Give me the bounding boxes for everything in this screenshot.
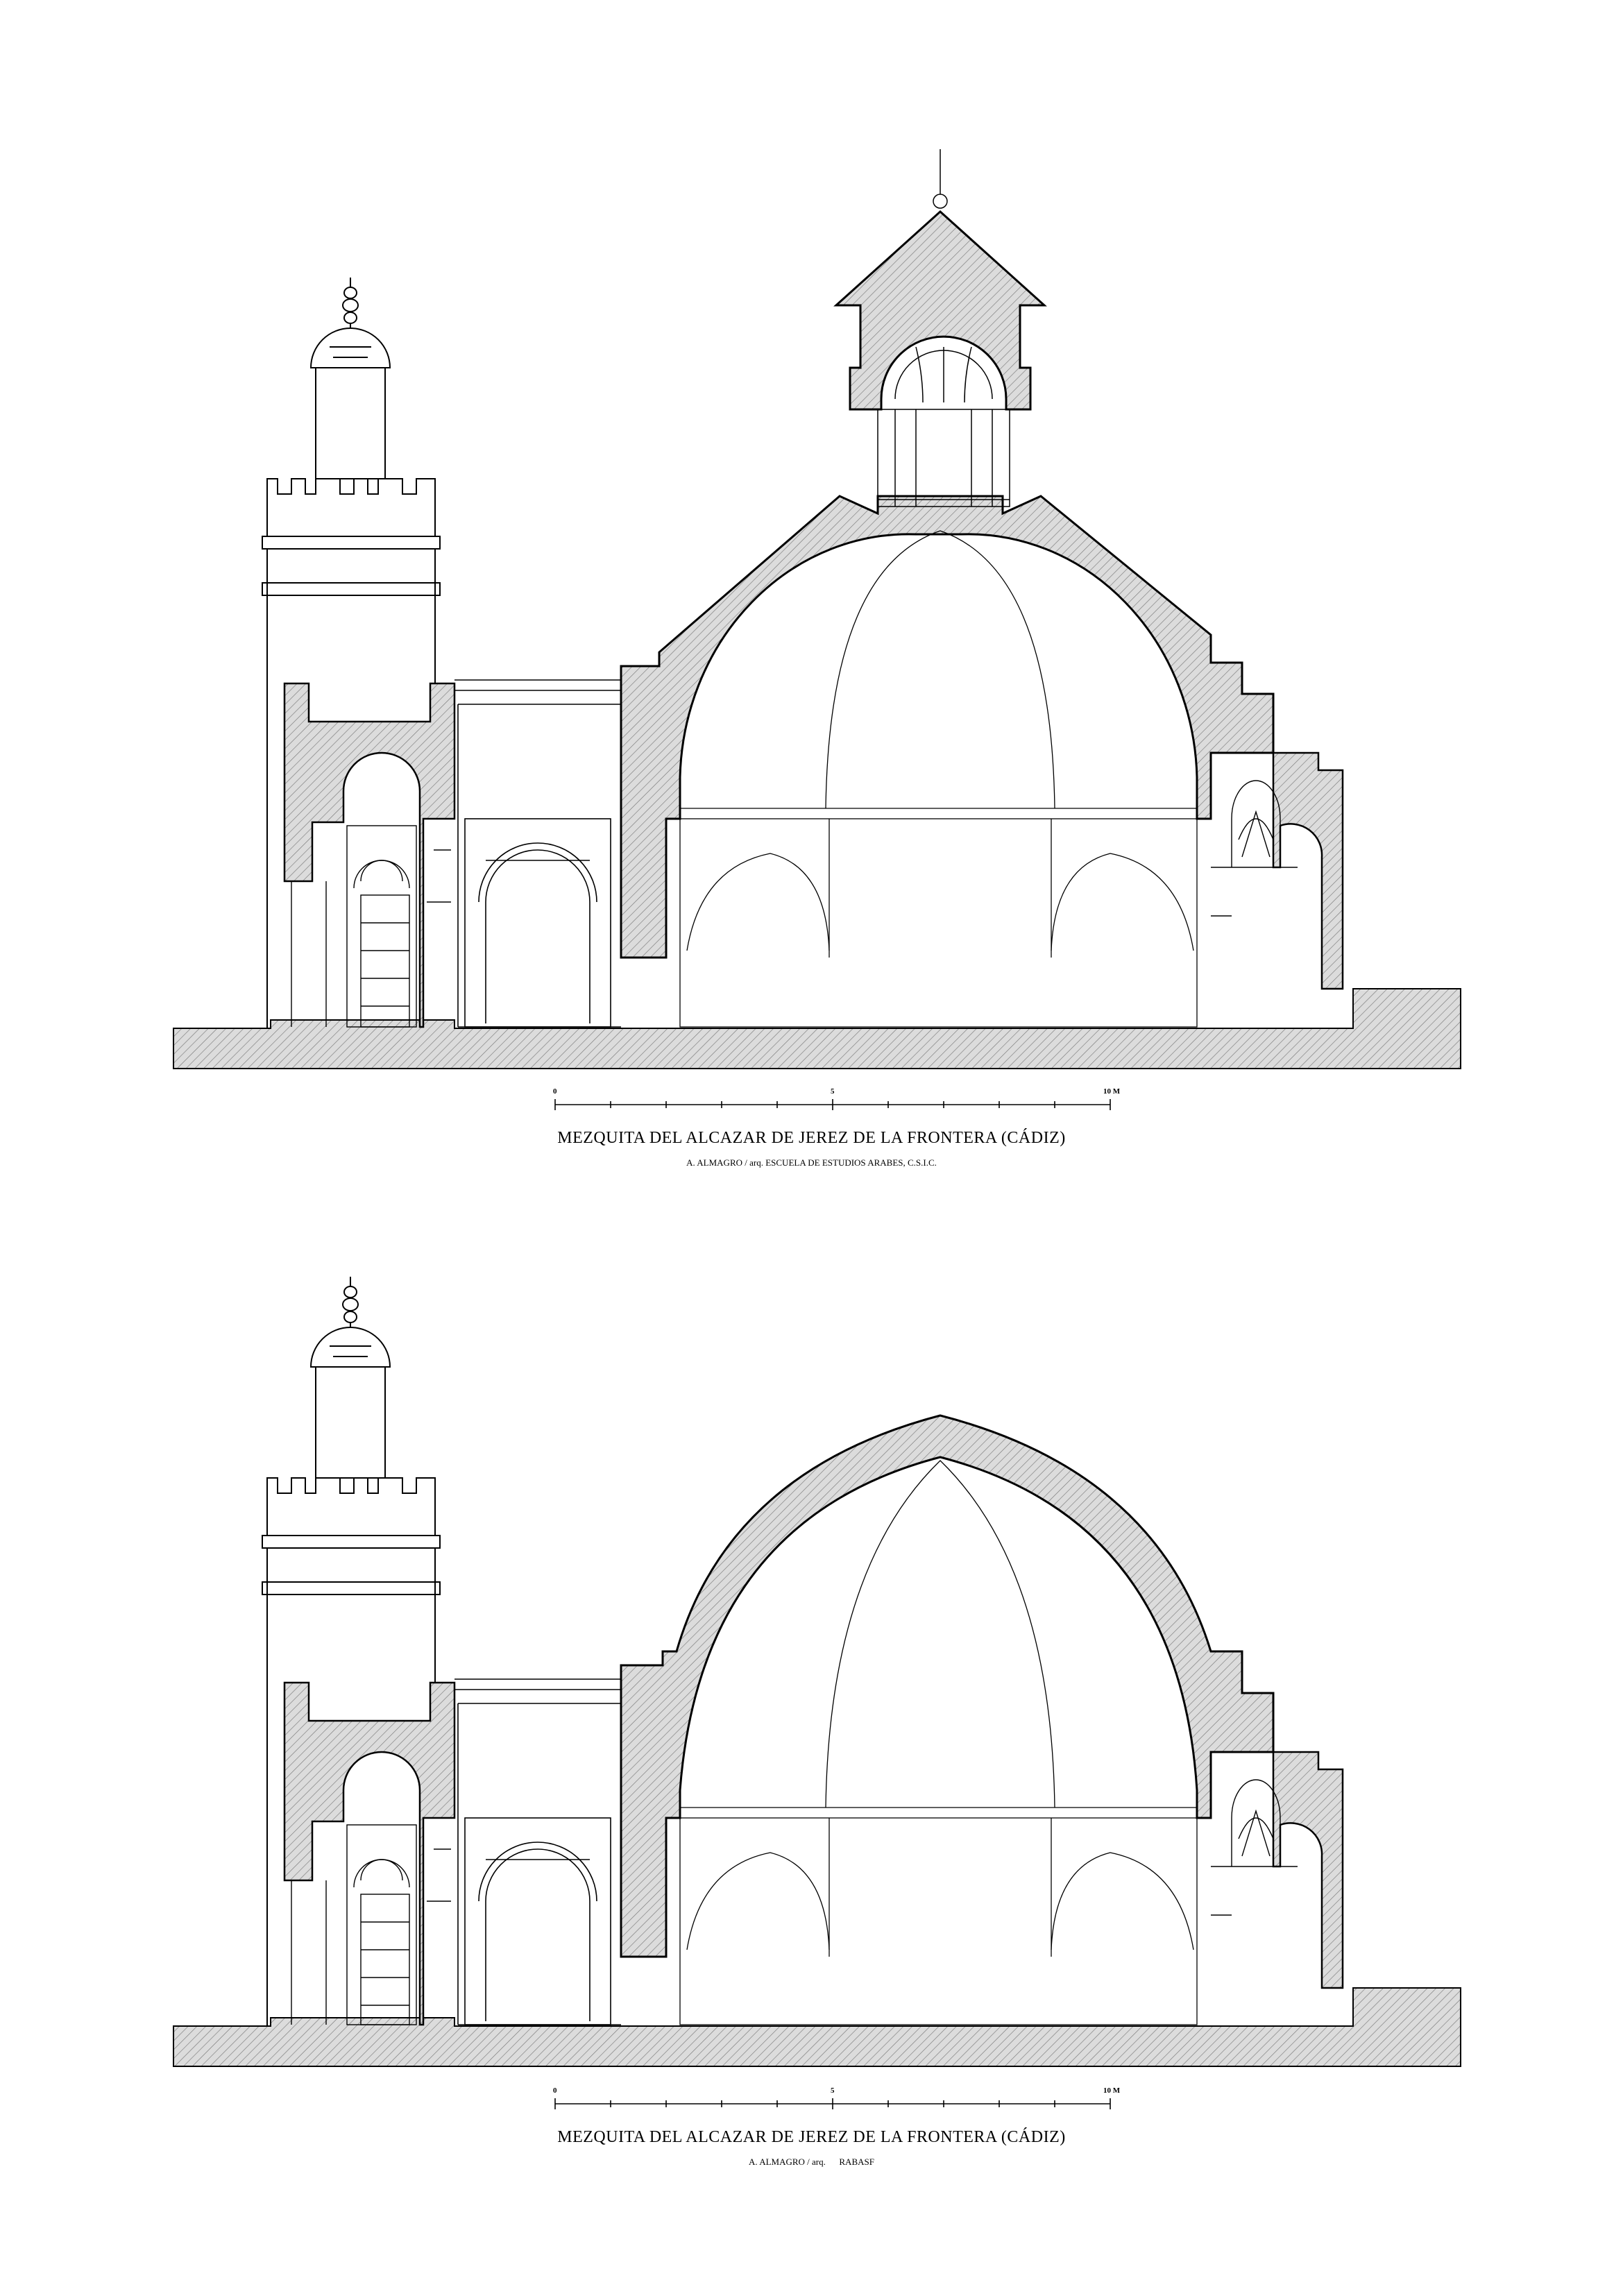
minaret <box>262 1277 440 2026</box>
right-chapel-section <box>1273 1752 1343 1988</box>
minaret <box>262 278 440 1028</box>
minaret-base-details <box>291 1825 451 2025</box>
dome-section <box>621 496 1273 958</box>
ground-section <box>173 989 1461 1069</box>
scale-label-0: 0 <box>553 2086 557 2095</box>
minaret-base-section <box>284 1683 454 2025</box>
scale-bar <box>555 2098 1110 2109</box>
ground-section <box>173 1988 1461 2066</box>
scale-label-10: 10 M <box>1103 1087 1121 1096</box>
passage <box>454 1679 621 2025</box>
lantern <box>836 212 1044 409</box>
scale-label-5: 5 <box>831 1087 835 1096</box>
scale-label-10: 10 M <box>1103 2086 1121 2095</box>
section-drawing-2 <box>0 1207 1623 2296</box>
scale-label-5: 5 <box>831 2086 835 2095</box>
dome-section <box>621 1415 1273 1957</box>
drawing-title: MEZQUITA DEL ALCAZAR DE JEREZ DE LA FRONTERA (CÁDIZ) <box>557 2128 1066 2146</box>
dome-interior <box>680 531 1197 1027</box>
right-chapel-section <box>1273 753 1343 989</box>
scale-bar <box>555 1099 1110 1110</box>
drawing-credit: A. ALMAGRO / arq. RABASF <box>749 2157 874 2167</box>
minaret-base-details <box>291 826 451 1027</box>
passage <box>454 680 621 1027</box>
scale-label-0: 0 <box>553 1087 557 1096</box>
drawing-credit: A. ALMAGRO / arq. ESCUELA DE ESTUDIOS ARABES, C.S.I.C. <box>686 1157 937 1168</box>
drawing-title: MEZQUITA DEL ALCAZAR DE JEREZ DE LA FRONTERA (CÁDIZ) <box>557 1129 1066 1147</box>
minaret-base-section <box>284 683 454 1027</box>
